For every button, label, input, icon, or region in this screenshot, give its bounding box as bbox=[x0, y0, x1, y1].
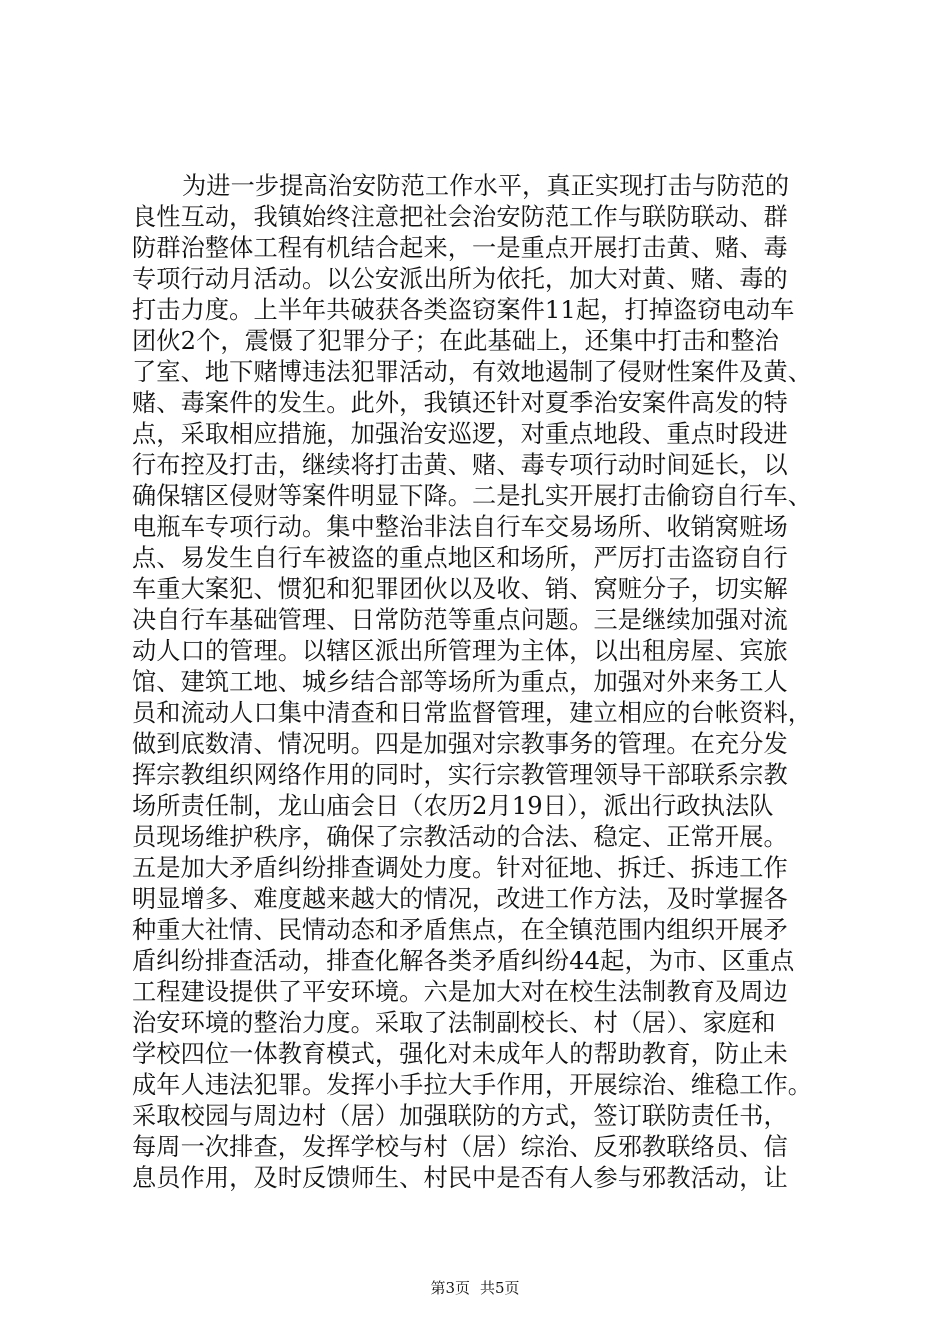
text-line: 良性互动，我镇始终注意把社会治安防范工作与联防联动、群 bbox=[132, 203, 788, 231]
text-line: 治安环境的整治力度。采取了法制副校长、村（居）、家庭和 bbox=[132, 1009, 776, 1037]
text-line: 车重大案犯、惯犯和犯罪团伙以及收、销、窝赃分子，切实解 bbox=[132, 575, 788, 603]
text-line: 馆、建筑工地、城乡结合部等场所为重点，加强对外来务工人 bbox=[132, 668, 788, 696]
text-line: 成年人违法犯罪。发挥小手拉大手作用，开展综治、维稳工作。 bbox=[132, 1071, 813, 1099]
text-line: 种重大社情、民情动态和矛盾焦点，在全镇范围内组织开展矛 bbox=[132, 916, 788, 944]
text-line: 挥宗教组织网络作用的同时，实行宗教管理领导干部联系宗教 bbox=[132, 761, 788, 789]
text-line: 员和流动人口集中清查和日常监督管理，建立相应的台帐资料， bbox=[132, 699, 813, 727]
text-line: 点，采取相应措施，加强治安巡逻，对重点地段、重点时段进 bbox=[132, 420, 788, 448]
text-line: 点、易发生自行车被盗的重点地区和场所，严厉打击盗窃自行 bbox=[132, 544, 788, 572]
text-line: 采取校园与周边村（居）加强联防的方式，签订联防责任书， bbox=[132, 1102, 788, 1130]
text-line: 确保辖区侵财等案件明显下降。二是扎实开展打击偷窃自行车、 bbox=[132, 482, 813, 510]
text-line: 每周一次排查，发挥学校与村（居）综治、反邪教联络员、信 bbox=[132, 1133, 788, 1161]
text-line: 做到底数清、情况明。四是加强对宗教事务的管理。在充分发 bbox=[132, 730, 788, 758]
text-line: 工程建设提供了平安环境。六是加大对在校生法制教育及周边 bbox=[132, 978, 788, 1006]
text-line: 息员作用，及时反馈师生、村民中是否有人参与邪教活动，让 bbox=[132, 1164, 788, 1192]
page-footer bbox=[0, 1278, 950, 1298]
text-line: 了室、地下赌博违法犯罪活动，有效地遏制了侵财性案件及黄、 bbox=[132, 358, 813, 386]
text-line: 决自行车基础管理、日常防范等重点问题。三是继续加强对流 bbox=[132, 606, 788, 634]
body-paragraph bbox=[132, 171, 832, 1194]
text-line: 明显增多、难度越来越大的情况，改进工作方法，及时掌握各 bbox=[132, 885, 788, 913]
text-line: 赌、毒案件的发生。此外，我镇还针对夏季治安案件高发的特 bbox=[132, 389, 788, 417]
text-line: 盾纠纷排查活动，排查化解各类矛盾纠纷44起，为市、区重点 bbox=[132, 947, 795, 975]
text-line: 为进一步提高治安防范工作水平，真正实现打击与防范的 bbox=[182, 172, 790, 200]
text-line: 动人口的管理。以辖区派出所管理为主体，以出租房屋、宾旅 bbox=[132, 637, 788, 665]
text-line: 场所责任制，龙山庙会日（农历2月19日），派出行政执法队 bbox=[132, 792, 774, 820]
page-number: 第3页 bbox=[430, 1279, 470, 1297]
text-line: 五是加大矛盾纠纷排查调处力度。针对征地、拆迁、拆违工作 bbox=[132, 854, 788, 882]
text-line: 电瓶车专项行动。集中整治非法自行车交易场所、收销窝赃场 bbox=[132, 513, 788, 541]
text-line: 学校四位一体教育模式，强化对未成年人的帮助教育，防止未 bbox=[132, 1040, 788, 1068]
text-line: 行布控及打击，继续将打击黄、赌、毒专项行动时间延长，以 bbox=[132, 451, 788, 479]
page-total: 共5页 bbox=[480, 1279, 520, 1297]
text-line: 防群治整体工程有机结合起来，一是重点开展打击黄、赌、毒 bbox=[132, 234, 788, 262]
text-line: 员现场维护秩序，确保了宗教活动的合法、稳定、正常开展。 bbox=[132, 823, 788, 851]
text-line: 团伙2个，震慑了犯罪分子；在此基础上，还集中打击和整治 bbox=[132, 327, 779, 355]
text-line: 专项行动月活动。以公安派出所为依托，加大对黄、赌、毒的 bbox=[132, 265, 788, 293]
text-line: 打击力度。上半年共破获各类盗窃案件11起，打掉盗窃电动车 bbox=[132, 296, 795, 324]
